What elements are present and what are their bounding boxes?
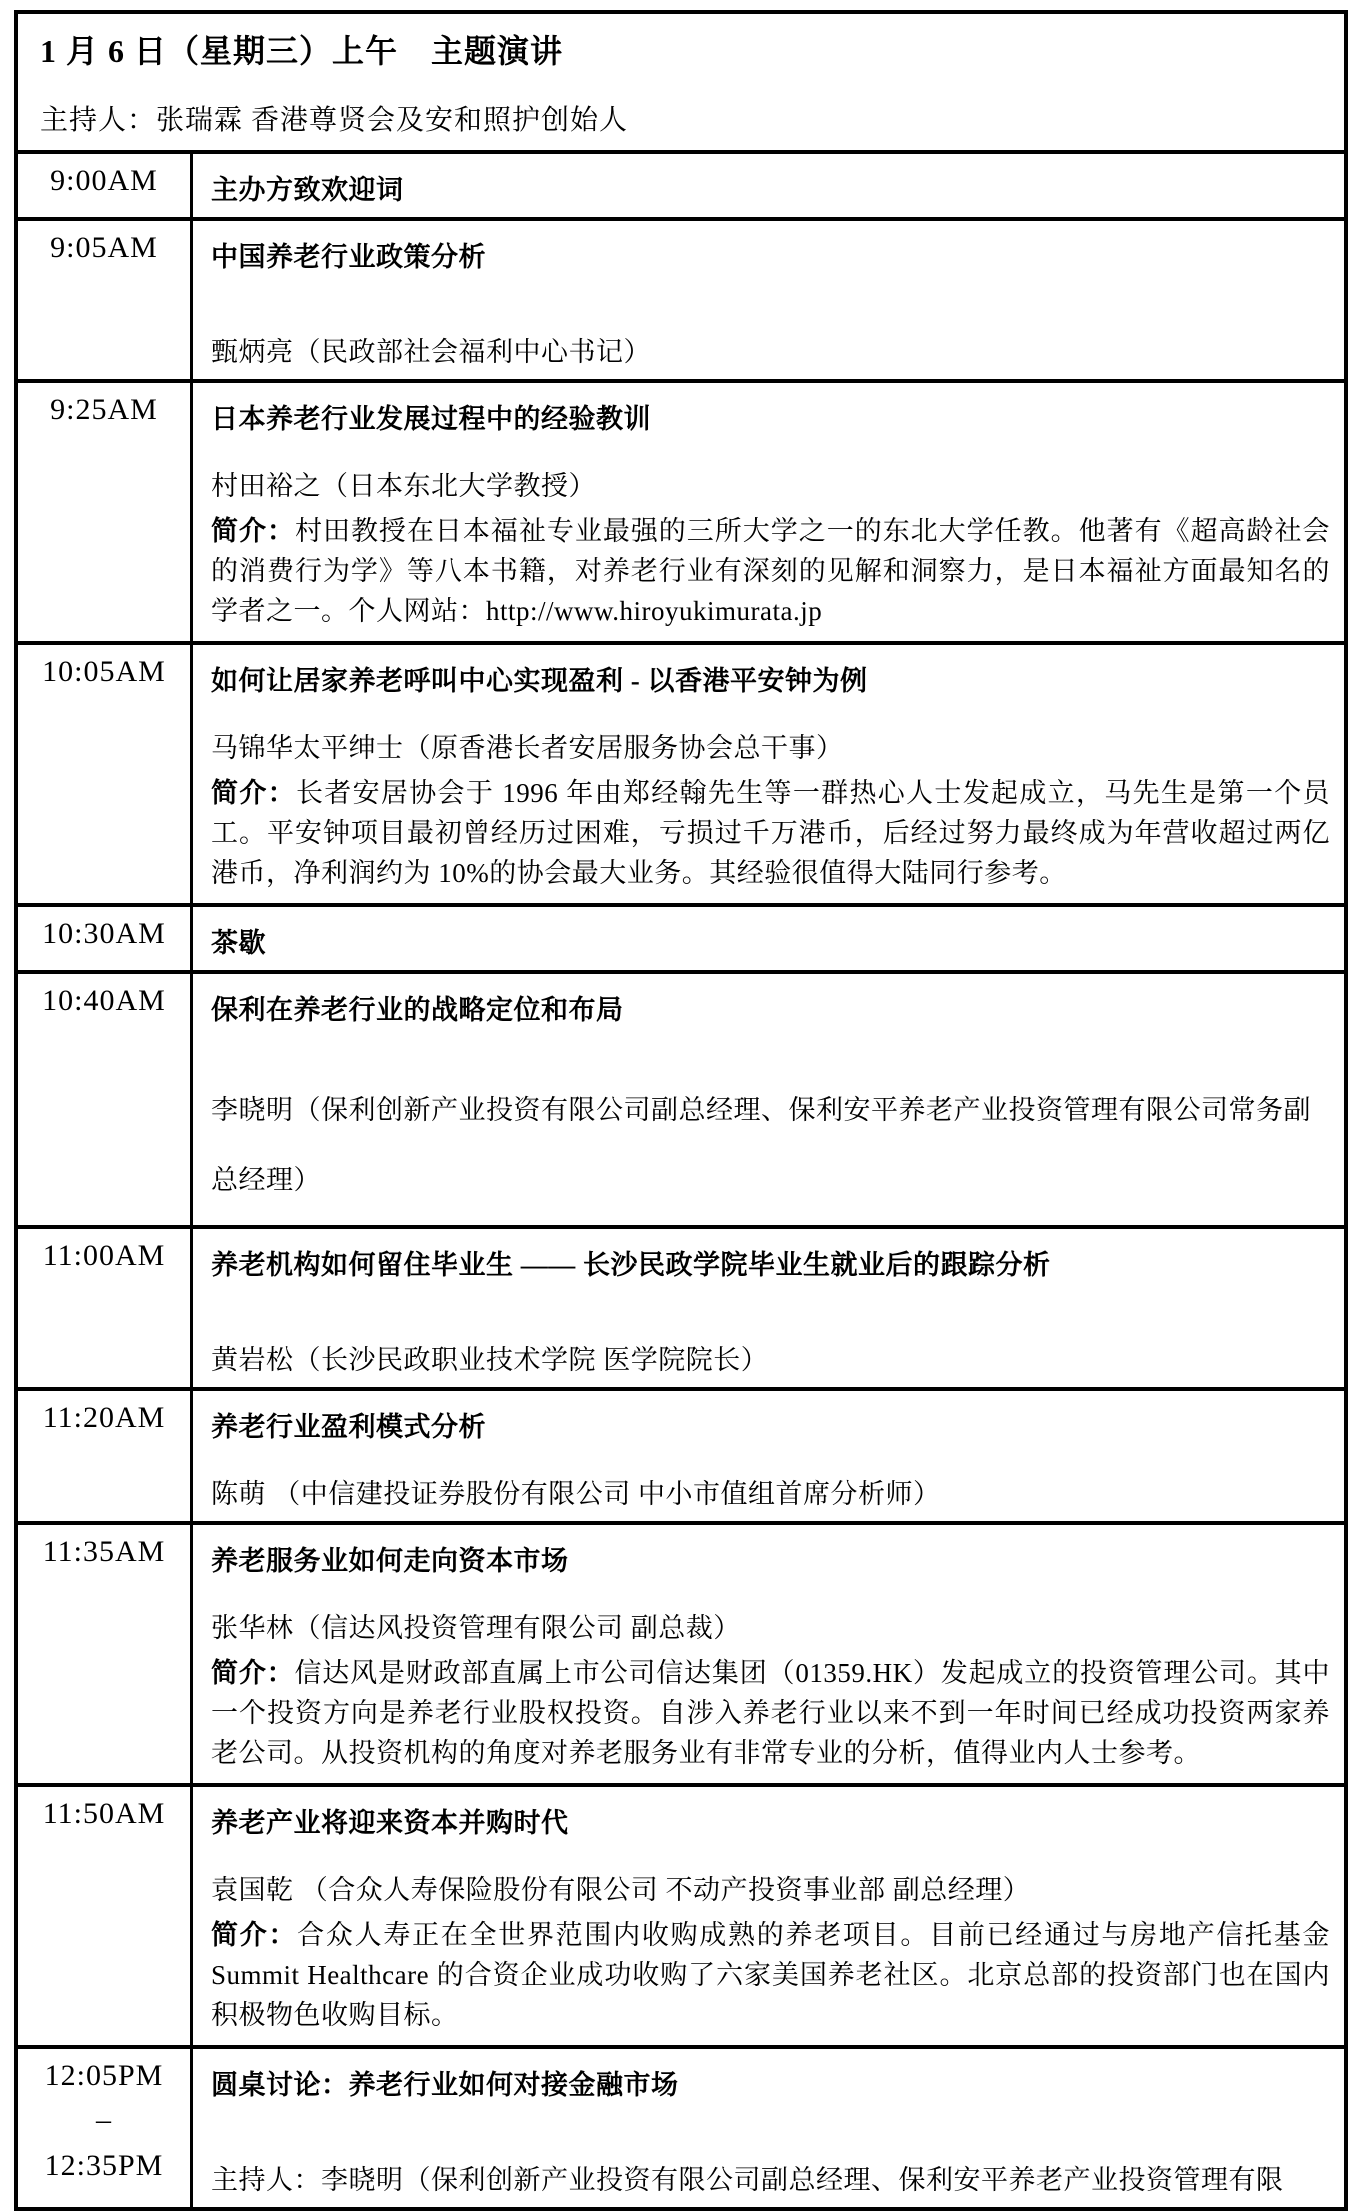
intro-label: 简介： bbox=[211, 1920, 298, 1950]
schedule-moderator: 主持人：张瑞霖 香港尊贤会及安和照护创始人 bbox=[40, 105, 629, 136]
schedule-row bbox=[18, 641, 1344, 903]
session-title: 主办方致欢迎词 bbox=[211, 175, 404, 205]
session-intro bbox=[211, 1915, 1330, 2035]
session-cell bbox=[193, 1229, 1344, 1387]
session-speaker: 主持人：李晓明（保利创新产业投资有限公司副总经理、保利安平养老产业投资管理有限 bbox=[211, 2165, 1284, 2195]
session-cell bbox=[193, 1787, 1344, 2045]
session-cell bbox=[193, 383, 1344, 641]
session-speaker: 陈萌 （中信建投证券股份有限公司 中小市值组首席分析师） bbox=[211, 1479, 941, 1509]
session-speaker: 张华林（信达风投资管理有限公司 副总裁） bbox=[211, 1613, 741, 1643]
session-cell bbox=[193, 221, 1344, 379]
schedule-row bbox=[18, 1387, 1344, 1521]
time-cell: 9:25AM bbox=[18, 383, 193, 641]
intro-text: 村田教授在日本福祉专业最强的三所大学之一的东北大学任教。他著有《超高龄社会的消费行为学》等八本书籍，对养老行业有深刻的见解和洞察力，是日本福祉方面最知名的学者之一。个人网站：http://www.hiroyukimurata.jp bbox=[211, 516, 1331, 626]
time-cell: 11:50AM bbox=[18, 1787, 193, 2045]
intro-text: 信达风是财政部直属上市公司信达集团（01359.HK）发起成立的投资管理公司。其中一个投资方向是养老行业股权投资。自涉入养老行业以来不到一年时间已经成功投资两家养老公司。从投资机构的角度对养老服务业有非常专业的分析，值得业内人士参考。 bbox=[211, 1658, 1331, 1768]
session-title: 日本养老行业发展过程中的经验教训 bbox=[211, 404, 651, 434]
session-title: 养老产业将迎来资本并购时代 bbox=[211, 1808, 569, 1838]
session-intro bbox=[211, 773, 1330, 893]
schedule-row bbox=[18, 1521, 1344, 1783]
time-separator: – bbox=[96, 2103, 112, 2136]
time-end: 12:35PM bbox=[44, 2149, 164, 2182]
intro-text: 长者安居协会于 1996 年由郑经翰先生等一群热心人士发起成立，马先生是第一个员工。平安钟项目最初曾经历过困难，亏损过千万港币，后经过努力最终成为年营收超过两亿港币，净利润约为 10%的协会最大业务。其经验很值得大陆同行参考。 bbox=[211, 778, 1331, 888]
intro-text: 合众人寿正在全世界范围内收购成熟的养老项目。目前已经通过与房地产信托基金 Summit Healthcare 的合资企业成功收购了六家美国养老社区。北京总部的投资部门也在国内积极物色收购目标。 bbox=[211, 1920, 1330, 2030]
schedule-row bbox=[18, 2045, 1344, 2207]
schedule-row bbox=[18, 970, 1344, 1225]
intro-label: 简介： bbox=[211, 1658, 295, 1688]
session-speaker: 村田裕之（日本东北大学教授） bbox=[211, 471, 596, 501]
session-speaker: 马锦华太平绅士（原香港长者安居服务协会总干事） bbox=[211, 733, 844, 763]
schedule-row bbox=[18, 1225, 1344, 1387]
schedule-row bbox=[18, 379, 1344, 641]
schedule-row bbox=[18, 150, 1344, 217]
time-cell: 10:30AM bbox=[18, 907, 193, 970]
session-speaker: 甄炳亮（民政部社会福利中心书记） bbox=[211, 337, 651, 367]
session-cell bbox=[193, 154, 1344, 217]
time-cell: 11:35AM bbox=[18, 1525, 193, 1783]
session-cell bbox=[193, 907, 1344, 970]
intro-label: 简介： bbox=[211, 778, 296, 808]
session-title: 保利在养老行业的战略定位和布局 bbox=[211, 995, 624, 1025]
session-speaker: 黄岩松（长沙民政职业技术学院 医学院院长） bbox=[211, 1345, 769, 1375]
session-cell bbox=[193, 2049, 1344, 2207]
schedule-table bbox=[14, 10, 1348, 2211]
session-title: 圆桌讨论：养老行业如何对接金融市场 bbox=[211, 2070, 679, 2100]
session-title: 养老机构如何留住毕业生 —— 长沙民政学院毕业生就业后的跟踪分析 bbox=[211, 1250, 1051, 1280]
time-cell bbox=[18, 2049, 193, 2207]
time-cell: 11:20AM bbox=[18, 1391, 193, 1521]
session-title: 如何让居家养老呼叫中心实现盈利 - 以香港平安钟为例 bbox=[211, 666, 868, 696]
session-speaker: 李晓明（保利创新产业投资有限公司副总经理、保利安平养老产业投资管理有限公司常务副总经理） bbox=[211, 1095, 1311, 1195]
session-intro bbox=[211, 511, 1330, 631]
session-cell bbox=[193, 1525, 1344, 1783]
time-cell: 9:05AM bbox=[18, 221, 193, 379]
session-title: 养老服务业如何走向资本市场 bbox=[211, 1546, 569, 1576]
schedule-row bbox=[18, 903, 1344, 970]
schedule-title: 1 月 6 日（星期三）上午 主题演讲 bbox=[40, 33, 564, 69]
session-title: 中国养老行业政策分析 bbox=[211, 242, 486, 272]
session-title: 茶歇 bbox=[211, 928, 266, 958]
schedule-row bbox=[18, 1783, 1344, 2045]
session-cell bbox=[193, 645, 1344, 903]
time-start: 12:05PM bbox=[44, 2059, 164, 2092]
time-cell: 10:05AM bbox=[18, 645, 193, 903]
schedule-header bbox=[18, 14, 1344, 150]
time-cell: 9:00AM bbox=[18, 154, 193, 217]
session-cell bbox=[193, 1391, 1344, 1521]
intro-label: 简介： bbox=[211, 516, 295, 546]
session-intro bbox=[211, 1653, 1330, 1773]
session-cell bbox=[193, 974, 1344, 1225]
session-title: 养老行业盈利模式分析 bbox=[211, 1412, 486, 1442]
time-cell: 10:40AM bbox=[18, 974, 193, 1225]
session-speaker: 袁国乾 （合众人寿保险股份有限公司 不动产投资事业部 副总经理） bbox=[211, 1875, 1031, 1905]
schedule-row bbox=[18, 217, 1344, 379]
time-cell: 11:00AM bbox=[18, 1229, 193, 1387]
